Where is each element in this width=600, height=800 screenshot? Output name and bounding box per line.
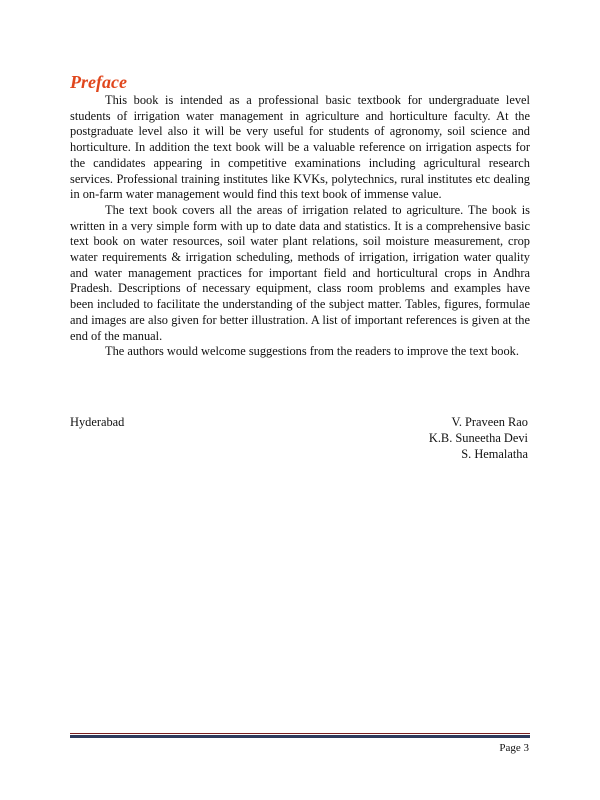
paragraph-coverage: The text book covers all the areas of irrigation related to agriculture. The book is written in a very simple form with up to date data and statistics. It is a comprehensive basic text book on water resources, soil water plant relations, soil moisture measurement, crop water requirements & irrigation scheduling, methods of irrigation, irrigation water quality and water management practices for important field and horticultural crops in Andhra Pradesh. Descriptions of necessary equipment, class room problems and examples have been included to facilitate the understanding of the subject matter. Tables, figures, formulae and images are also given for better illustration. A list of important references is given at the end of the manual. bbox=[70, 202, 530, 343]
preface-body bbox=[70, 93, 530, 360]
author-list bbox=[429, 414, 528, 462]
preface-heading: Preface bbox=[70, 72, 127, 92]
author-name: K.B. Suneetha Devi bbox=[428, 431, 528, 445]
author-name: S. Hemalatha bbox=[461, 447, 528, 461]
author-name: V. Praveen Rao bbox=[451, 415, 528, 429]
paragraph-intro: This book is intended as a professional basic textbook for undergraduate level students of irrigation water management in agriculture and horticulture faculty. At the postgraduate level also it will be very useful for students of agronomy, soil science and horticulture. In addition the text book will be a valuable reference on irrigation aspects for the candidates appearing in competitive examinations including agricultural research services. Professional training institutes like KVKs, polytechnics, rural institutes etc dealing in on-farm water management would find this text book of immense value. bbox=[70, 93, 530, 202]
page-number: Page 3 bbox=[499, 742, 529, 754]
footer-rule-thick bbox=[70, 735, 530, 738]
place-name: Hyderabad bbox=[70, 415, 125, 429]
footer-rule-thin bbox=[70, 733, 530, 734]
paragraph-suggestions: The authors would welcome suggestions from the readers to improve the text book. bbox=[105, 344, 519, 359]
